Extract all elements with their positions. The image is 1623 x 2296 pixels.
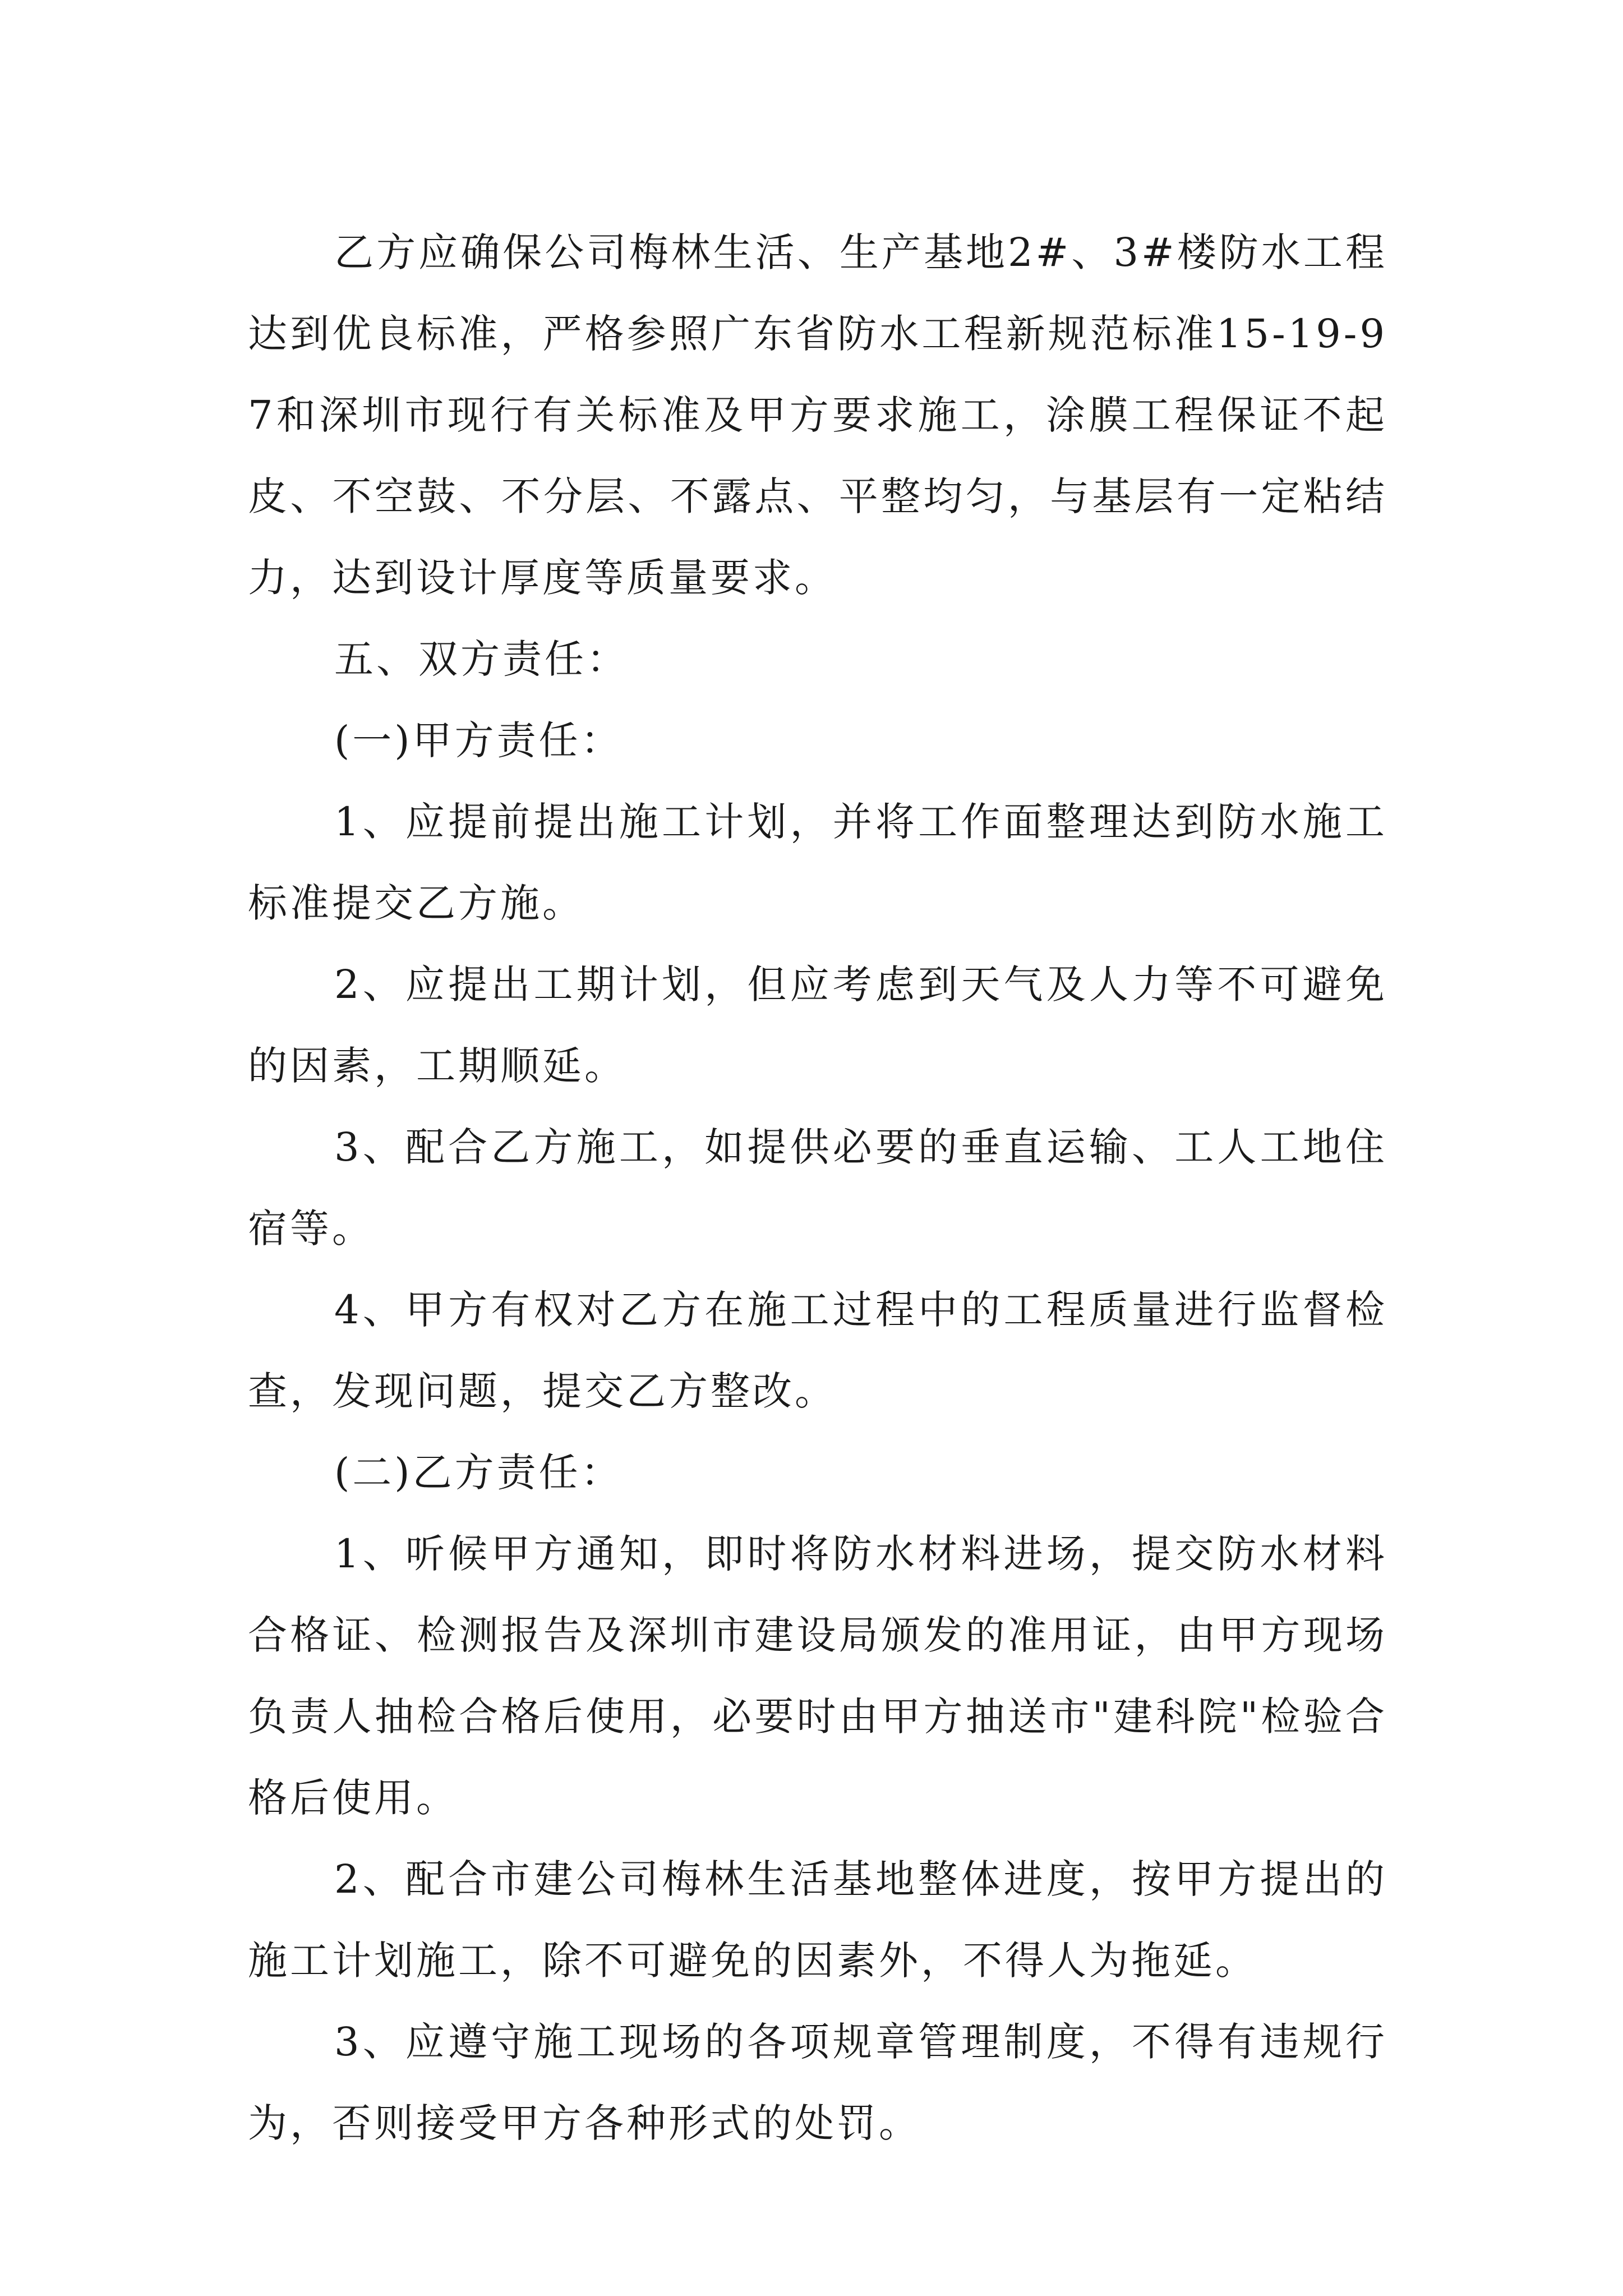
paragraph-quality-standard: 乙方应确保公司梅林生活、生产基地2#、3#楼防水工程达到优良标准，严格参照广东省防水工程新规范标准15-19-97和深圳市现行有关标准及甲方要求施工，涂膜工程保证不起皮、不空鼓、不分层、不露点、平整均匀，与基层有一定粘结力，达到设计厚度等质量要求。: [248, 229, 1387, 601]
paragraph-party-a-item-1: 1、应提前提出施工计划，并将工作面整理达到防水施工标准提交乙方施。: [248, 799, 1387, 926]
paragraph-party-b-item-1: 1、听候甲方通知，即时将防水材料进场，提交防水材料合格证、检测报告及深圳市建设局颁发的准用证，由甲方现场负责人抽检合格后使用，必要时由甲方抽送市"建科院"检验合格后使用。: [248, 1531, 1387, 1821]
paragraph-party-a-item-3: 3、配合乙方施工，如提供必要的垂直运输、工人工地住宿等。: [248, 1124, 1387, 1251]
paragraph-party-a-item-4: 4、甲方有权对乙方在施工过程中的工程质量进行监督检查，发现问题，提交乙方整改。: [248, 1287, 1387, 1414]
paragraph-party-a-item-2: 2、应提出工期计划，但应考虑到天气及人力等不可避免的因素，工期顺延。: [248, 961, 1387, 1089]
heading-party-b-responsibilities: (二)乙方责任：: [334, 1450, 623, 1496]
paragraph-party-b-item-3: 3、应遵守施工现场的各项规章管理制度，不得有违规行为，否则接受甲方各种形式的处罚。: [248, 2019, 1387, 2146]
heading-mutual-responsibilities: 五、双方责任：: [334, 636, 629, 682]
document-body: [248, 212, 1387, 2164]
paragraph-party-b-item-2: 2、配合市建公司梅林生活基地整体进度，按甲方提出的施工计划施工，除不可避免的因素外，不得人为拖延。: [248, 1856, 1387, 1984]
heading-party-a-responsibilities: (一)甲方责任：: [334, 717, 623, 763]
